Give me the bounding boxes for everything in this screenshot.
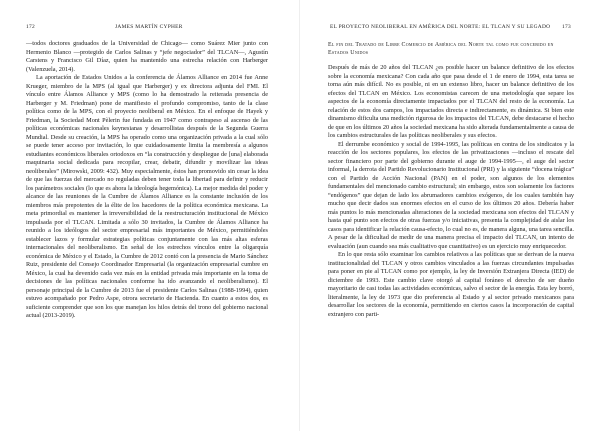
running-head-author: JAMES MARTÍN CYPHER <box>115 24 183 30</box>
left-body-text <box>26 40 268 321</box>
paragraph: Después de más de 20 años del TLCAN ¿es posible hacer un balance definitivo de los efectos sobre la economía mexicana? Con cada año que pasa desde el 1 de enero de 1994, esta tarea se torna aún más difícil. No es posible, ni en un extenso libro, hacer un balance definitivo de los efectos del TLCAN en México. Los economistas carecen de una metodología que separe los aspectos de la economía directamente impactados por el TLCAN del resto de la economía. La relación de estos dos campos, los impactados directa e indirectamente, es dinámica. Si bien este dinamismo dificulta una medición rigurosa de los impactos del TLCAN, debe destacarse el hecho de que en los últimos 20 años la sociedad mexicana ha sido alterada fundamentalmente a causa de los cambios estructurales de las políticas neoliberales y sus efectos. <box>328 64 574 139</box>
section-heading: El fin del Tratado de Libre Comercio de América del Norte tal como fue concebido en Estados Unidos <box>328 42 554 56</box>
running-head-title: EL PROYECTO NEOLIBERAL EN AMÉRICA DEL NORTE: EL TLCAN Y SU LEGADO <box>330 24 551 30</box>
page-number: 173 <box>562 24 571 30</box>
paragraph: La aportación de Estados Unidos a la conferencia de Álamos Alliance en 2014 fue Anne Krueger, miembro de la MPS (al igual que Harberger) y ex directora adjunta del FMI. El vínculo entre Álamos Alliance y MPS (como lo ha demostrado la reiterada presencia de Harberger y M. Friedman) pone de manifiesto el profundo compromiso, tanto de la clase política como de la MPS, con el proyecto neoliberal en México. En el enfoque de Hayek y Friedman, la Sociedad Mont Pèlerin fue fundada en 1947 como contrapeso al ascenso de las políticas económicas nacionales keynesianas y desarrollistas después de la Segunda Guerra Mundial. Desde su creación, la MPS ha operado como una organización privada a la cual sólo se puede tener acceso por invitación, lo que cuidadosamente limita la membresía a algunos estudiantes económicos liberales ortodoxos en “la construcción y despliegue de [una] elaborada maquinaria social dedicada para recopilar, crear, debatir, difundir y movilizar las ideas neoliberales” (Mirowski, 2009: 432). Muy especialmente, éstos han promovido sin cesar la idea de que las fuerzas del mercado no reguladas deben tener toda la libertad para definir y reducir los parámetros sociales (lo que es ahora la ideología hegemónica). La mejor medida del poder y alcance de las reuniones de la Cumbre de Álamos Alliance es la constante inclusión de los miembros más prepotentes de la élite de los hacedores de la política económica mexicana. La meta primordial es mantener la irreversibilidad de la reestructuración institucional de México impulsada por el TLCAN. Limitada a sólo 30 invitados, la Cumbre de Álamos Alliance ha reunido a los ideólogos del sector empresarial más importantes de México, permitiéndoles establecer lazos y formular estrategias políticas conjuntamente con las más altas esferas internacionales del neoliberalismo. En señal de los estrechos vínculos entre la oligarquía económica de México y el Estado, la Cumbre de 2012 contó con la presencia de Mario Sánchez Ruiz, presidente del Consejo Coordinador Empresarial (la organización empresarial cumbre en México, la cual ha devenido cada vez más en la entidad privada más importante en la toma de decisiones de las políticas nacionales conforme ha ido avanzando el neoliberalismo). El personaje principal de la Cumbre de 2013 fue el presidente Carlos Salinas (1988-1994), quien estuvo acompañado por Pedro Aspe, otrora secretario de Hacienda. En cuanto a estos dos, es suficiente comprender que son los que manejan los hilos detrás del trono del gobierno nacional actual (2013-2019). <box>26 74 268 319</box>
right-page <box>300 0 600 431</box>
paragraph: En lo que resta sólo examinar los cambios relativos a las políticas que se derivan de la nueva institucionalidad del TLCAN y otros cambios vinculados a las fuerzas circundantes impulsadas para poner en pie al TLCAN como por ejemplo, la ley de Inversión Extranjera Directa (IED) de diciembre de 1993. Este cambio clave otorgó al capital foráneo el derecho de ser dueño mayoritario de casi todas las actividades económicas, salvo el sector de la energía. Esta ley borró, literalmente, la ley de 1973 que dio preferencia al Estado y al sector privado mexicanos para desarrollar los sectores de la economía, permitiendo en ciertos casos la incorporación de capital extranjero con parti- <box>328 251 574 318</box>
paragraph: —todos doctores graduados de la Universidad de Chicago— como Suárez Mier junto con Hermenio Blanco —protegido de Carlos Salinas y “jefe negociador” del TLCAN—, Agustín Carstens y Francisco Gil Díaz, quien ha mantenido una estrecha relación con Harberger (Valenzuela, 2014). <box>26 40 268 73</box>
paragraph: El derrumbe económico y social de 1994-1995, las políticas en contra de los sindicatos y la reacción de los sectores populares, los efectos de las privatizaciones —incluso el rescate del sector financiero por parte del gobierno durante el auge de 1994-1995—, el auge del sector informal, la derrota del Partido Revolucionario Institucional (PRI) y la siguiente “docena trágica” con el Partido de Acción Nacional (PAN) en el poder, son algunos de los elementos fundamentales del mencionado cambio estructural; sin embargo, estos son solamente los factores “endógenos” que dejan de lado los abrumadores cambios exógenos, de los cuales también hay mucho que decir dados sus enormes efectos en el curso de los últimos 20 años. Debería haber más puntos lo más mencionadas alteraciones de la sociedad mexicana son efectos del TLCAN y hasta qué punto son efectos de otras fuerzas y/o iniciativas, presenta la complejidad de aislar los casos para identificar la relación causa-efecto, lo cual no es, de manera alguna, una tarea sencilla. A pesar de la dificultad de medir de una manera precisa el impacto del TLCAN, un intento de evaluación (aun cuando sea más cualitativo que cuantitativo) es un ejercicio muy enriquecedor. <box>328 140 574 250</box>
right-body-text <box>328 64 574 319</box>
page-number: 172 <box>26 24 35 30</box>
